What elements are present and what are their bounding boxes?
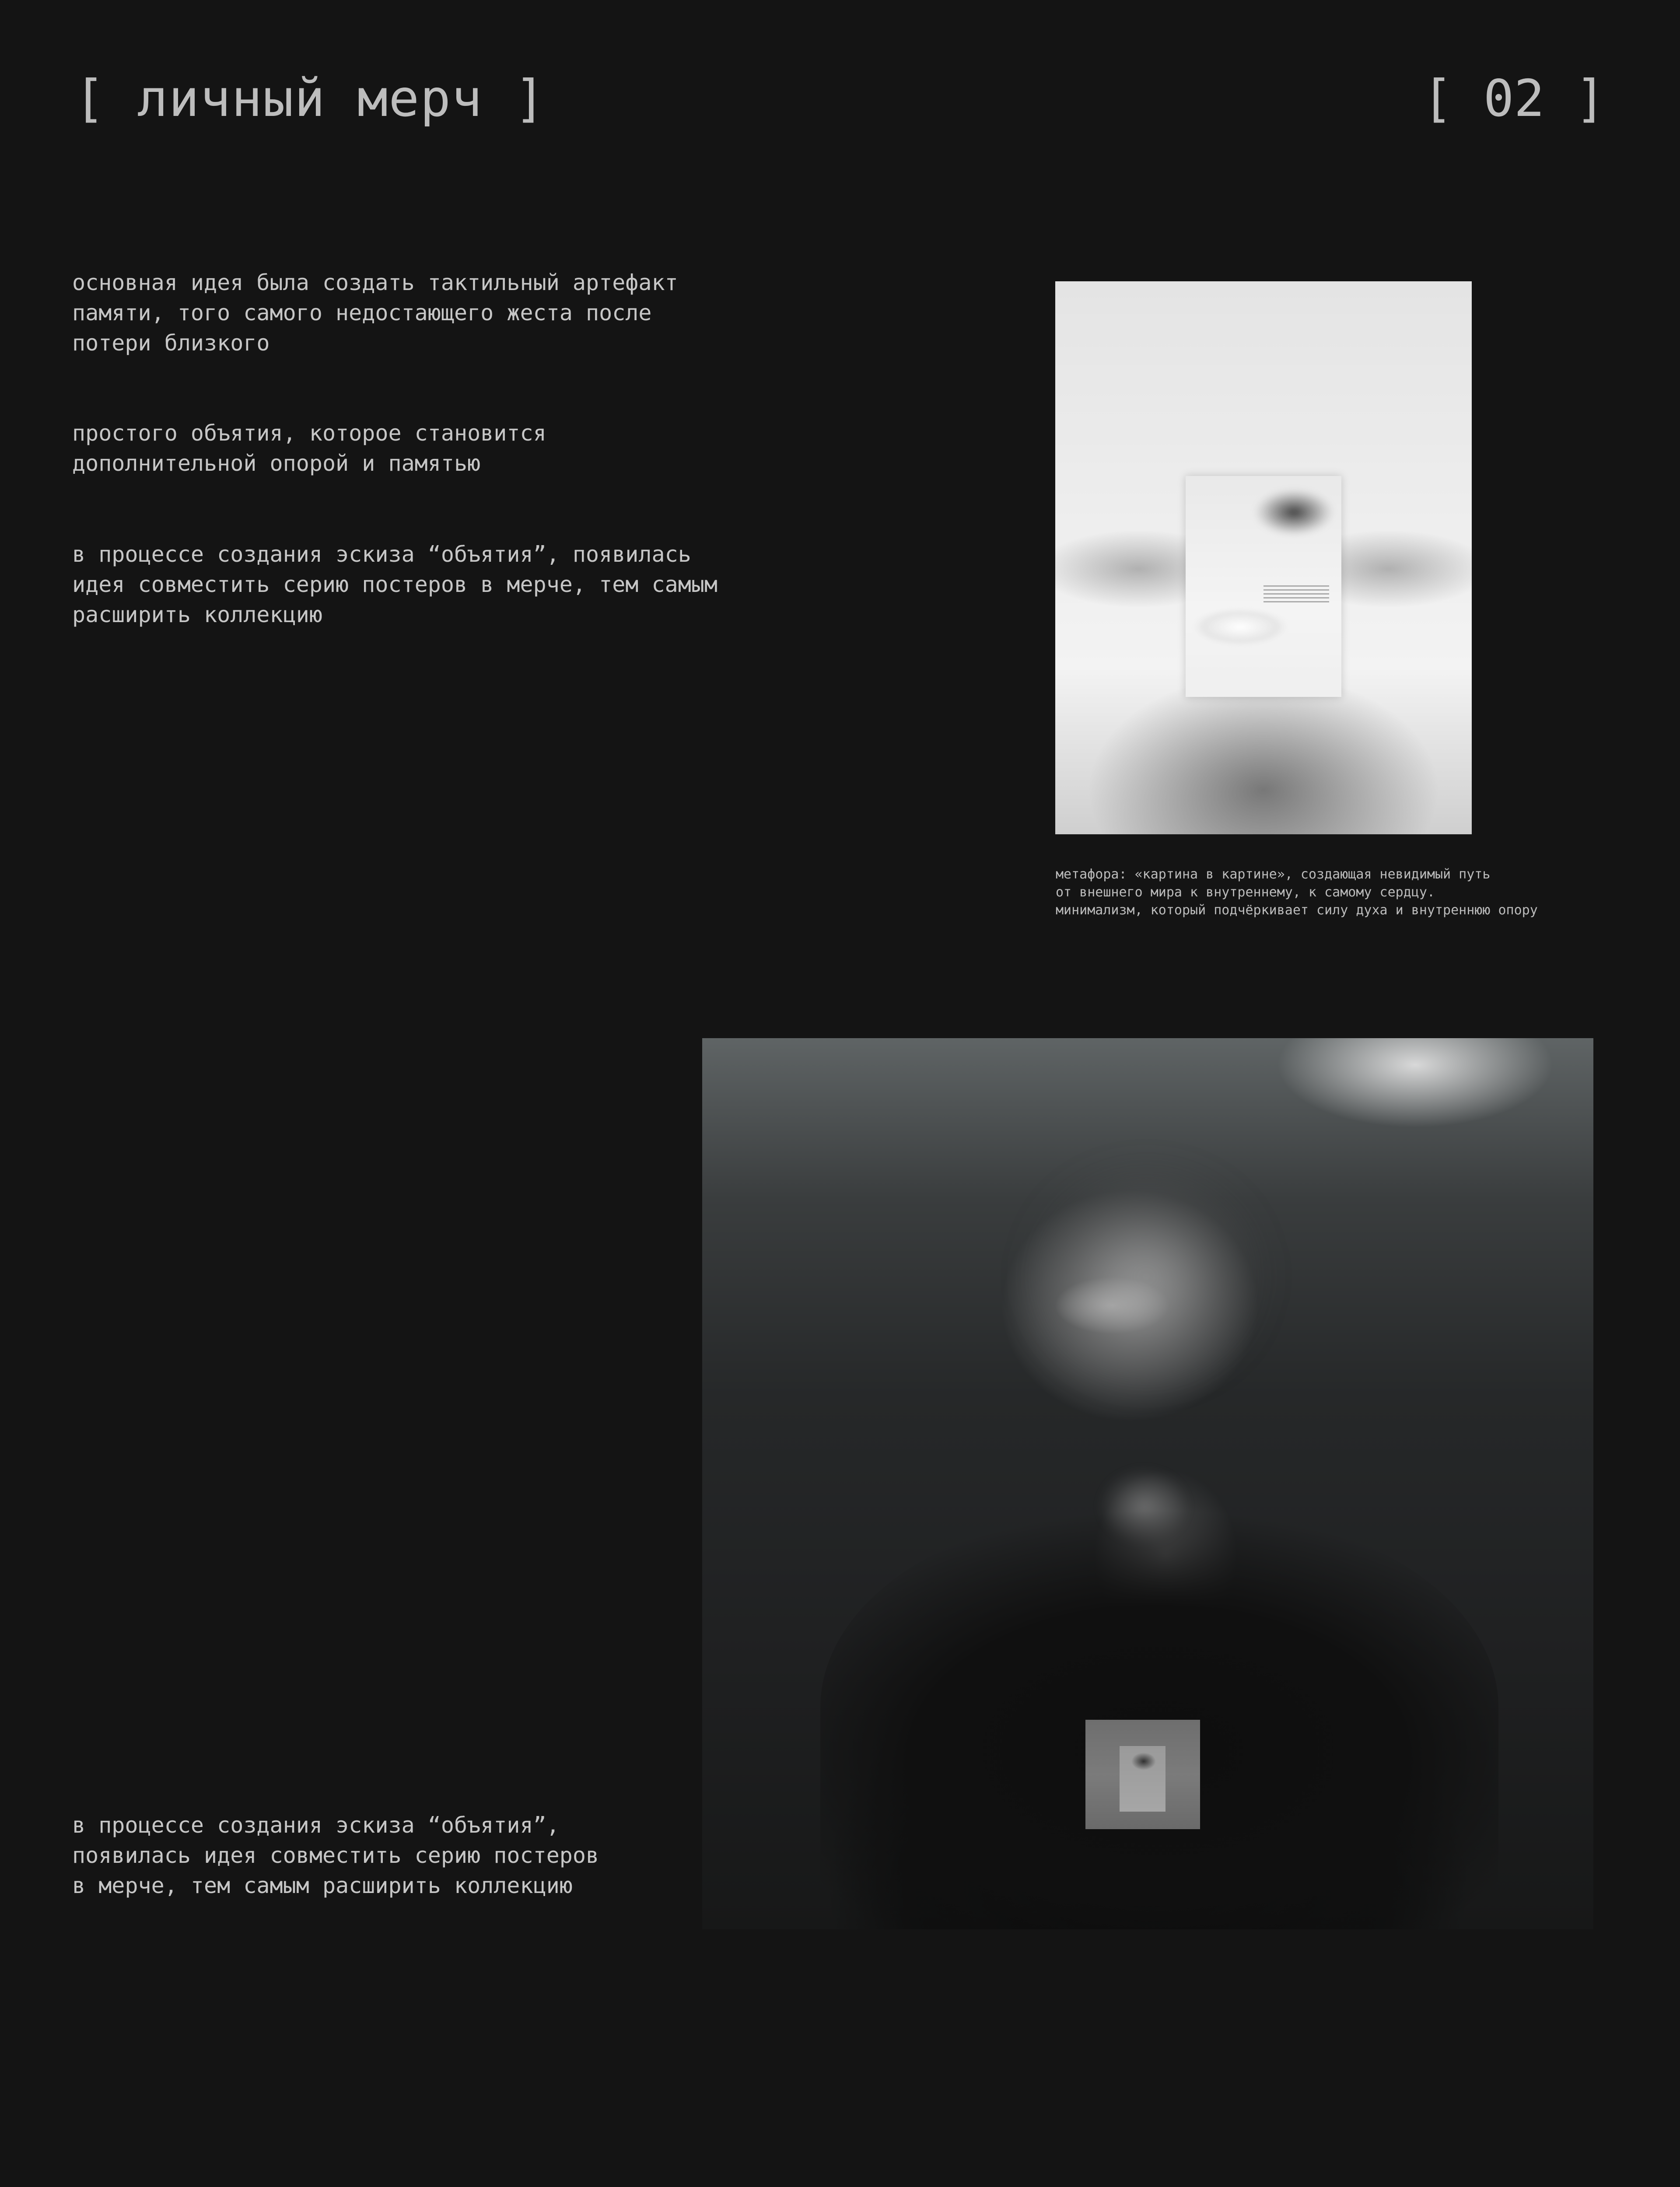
tshirt-print-hand bbox=[1128, 1750, 1159, 1772]
paragraph-process: в процессе создания эскиза “объятия”, появилась идея совместить серию постеров в мерче, тем самым расширить коллекцию bbox=[72, 542, 718, 627]
paragraph-process-repeat: в процессе создания эскиза “объятия”, появилась идея совместить серию постеров в мерче, тем самым расширить коллекцию bbox=[72, 1813, 599, 1898]
blurred-face bbox=[982, 1139, 1310, 1445]
caption-line: минимализм, который подчёркивает силу духа и внутреннюю опору bbox=[1056, 903, 1538, 918]
page-title: [ личный мерч ] bbox=[74, 69, 546, 128]
caption-line: метафора: «картина в картине», создающая невидимый путь bbox=[1056, 867, 1491, 882]
hand-image bbox=[1234, 483, 1334, 557]
tshirt-print-poster bbox=[1120, 1746, 1166, 1812]
poster-in-frame bbox=[1186, 476, 1341, 697]
poster-text-block bbox=[1264, 585, 1329, 603]
paragraph-main-idea: основная идея была создать тактильный артефакт памяти, того самого недостающего жеста после потери близкого bbox=[72, 270, 678, 356]
poster-caption bbox=[1056, 865, 1624, 919]
hand-image-light bbox=[1190, 603, 1291, 651]
page-number: [ 02 ] bbox=[1422, 69, 1606, 128]
paragraph-embrace: простого объятия, которое становится дополнительной опорой и памятью bbox=[72, 420, 546, 476]
caption-line: от внешнего мира к внутреннему, к самому сердцу. bbox=[1056, 885, 1435, 900]
tshirt-print bbox=[1085, 1720, 1200, 1829]
poster-mockup-photo bbox=[1055, 281, 1472, 834]
merch-portrait-photo bbox=[702, 1038, 1593, 1929]
